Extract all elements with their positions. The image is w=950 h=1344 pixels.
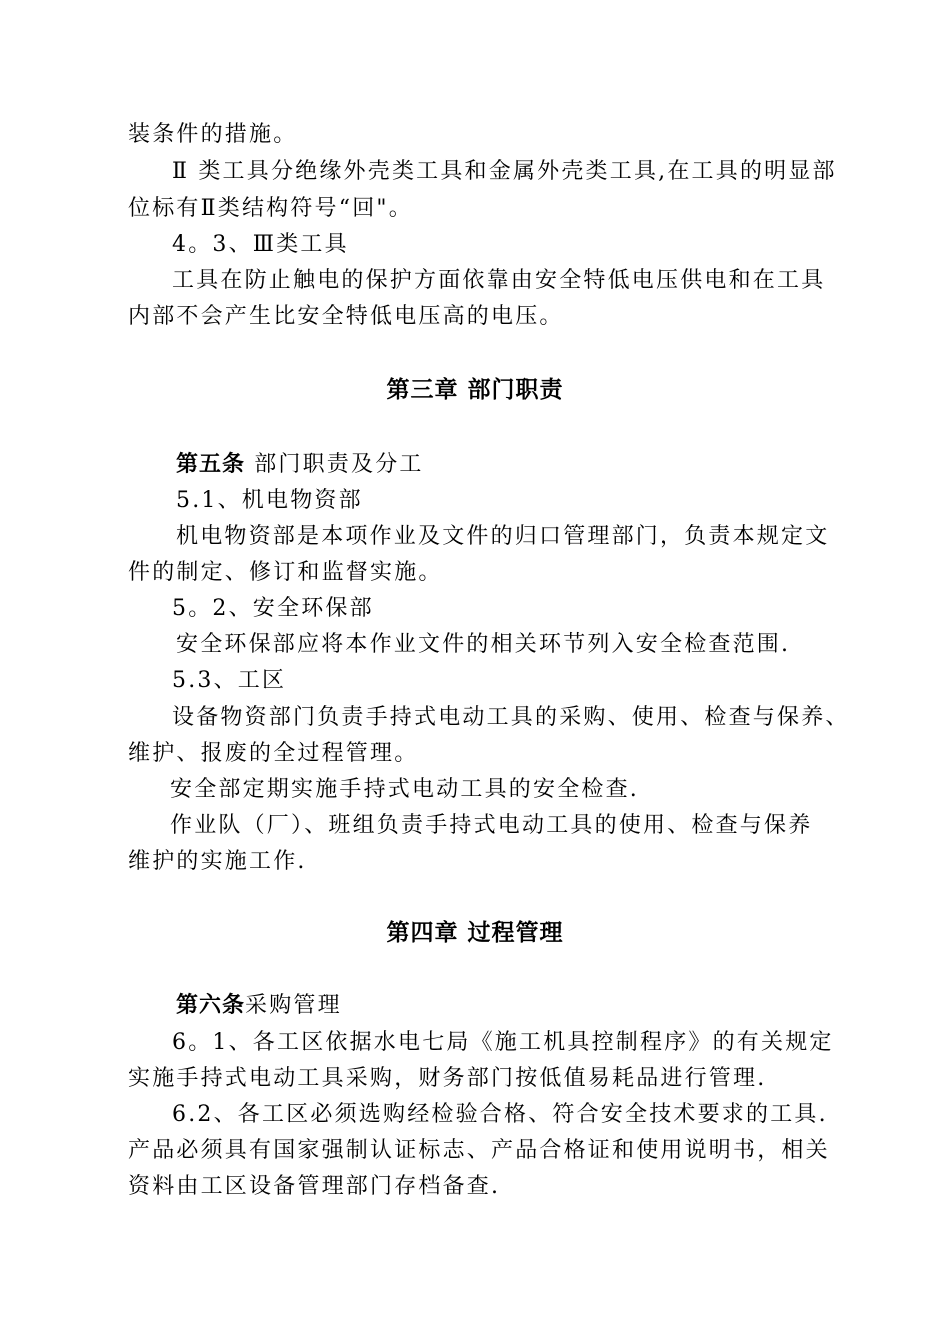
- section-heading-4-3: 4。3、Ⅲ类工具: [172, 232, 349, 257]
- article-5-label: 第五条: [176, 452, 246, 477]
- paragraph-line: 作业队（厂）、班组负责手持式电动工具的使用、检查与保养: [170, 813, 813, 838]
- paragraph-line: 实施手持式电动工具采购，财务部门按低值易耗品进行管理.: [128, 1066, 767, 1091]
- section-heading-5-1: 5.1、机电物资部: [176, 488, 363, 513]
- paragraph-line: 件的制定、修订和监督实施。: [128, 560, 443, 585]
- section-heading-5-2: 5。2、安全环保部: [172, 596, 374, 621]
- chapter-4-title: 第四章 过程管理: [386, 920, 564, 946]
- article-6-title: 采购管理: [245, 993, 342, 1018]
- paragraph-line: 6。1、各工区依据水电七局《施工机具控制程序》的有关规定: [172, 1030, 834, 1055]
- paragraph-line: 工具在防止触电的保护方面依靠由安全特低电压供电和在工具: [172, 268, 826, 293]
- paragraph-line: 维护的实施工作.: [128, 849, 307, 874]
- paragraph-line: 设备物资部门负责手持式电动工具的采购、使用、检查与保养、: [172, 705, 850, 730]
- paragraph-line: 安全部定期实施手持式电动工具的安全检查.: [170, 777, 639, 802]
- paragraph-line: 资料由工区设备管理部门存档备查.: [128, 1174, 501, 1199]
- paragraph-line: Ⅱ 类工具分绝缘外壳类工具和金属外壳类工具,在工具的明显部: [172, 159, 837, 184]
- paragraph-line: 产品必须具有国家强制认证标志、产品合格证和使用说明书，相关: [128, 1138, 830, 1163]
- article-5-heading: [176, 450, 424, 480]
- paragraph-line: 安全环保部应将本作业文件的相关环节列入安全检查范围.: [176, 632, 791, 657]
- section-heading-5-3: 5.3、工区: [172, 668, 287, 693]
- paragraph-line: 装条件的措施。: [128, 122, 298, 147]
- article-6-heading: [176, 991, 342, 1021]
- paragraph-line: 内部不会产生比安全特低电压高的电压。: [128, 304, 564, 329]
- paragraph-line: 6.2、各工区必须选购经检验合格、符合安全技术要求的工具.: [172, 1102, 828, 1127]
- chapter-3-title: 第三章 部门职责: [386, 377, 564, 403]
- paragraph-line: 机电物资部是本项作业及文件的归口管理部门，负责本规定文: [176, 524, 830, 549]
- paragraph-line: 位标有Ⅱ类结构符号“回"。: [128, 196, 413, 221]
- article-5-title: 部门职责及分工: [245, 452, 424, 477]
- paragraph-line: 维护、报废的全过程管理。: [128, 741, 419, 766]
- article-6-label: 第六条: [176, 993, 246, 1018]
